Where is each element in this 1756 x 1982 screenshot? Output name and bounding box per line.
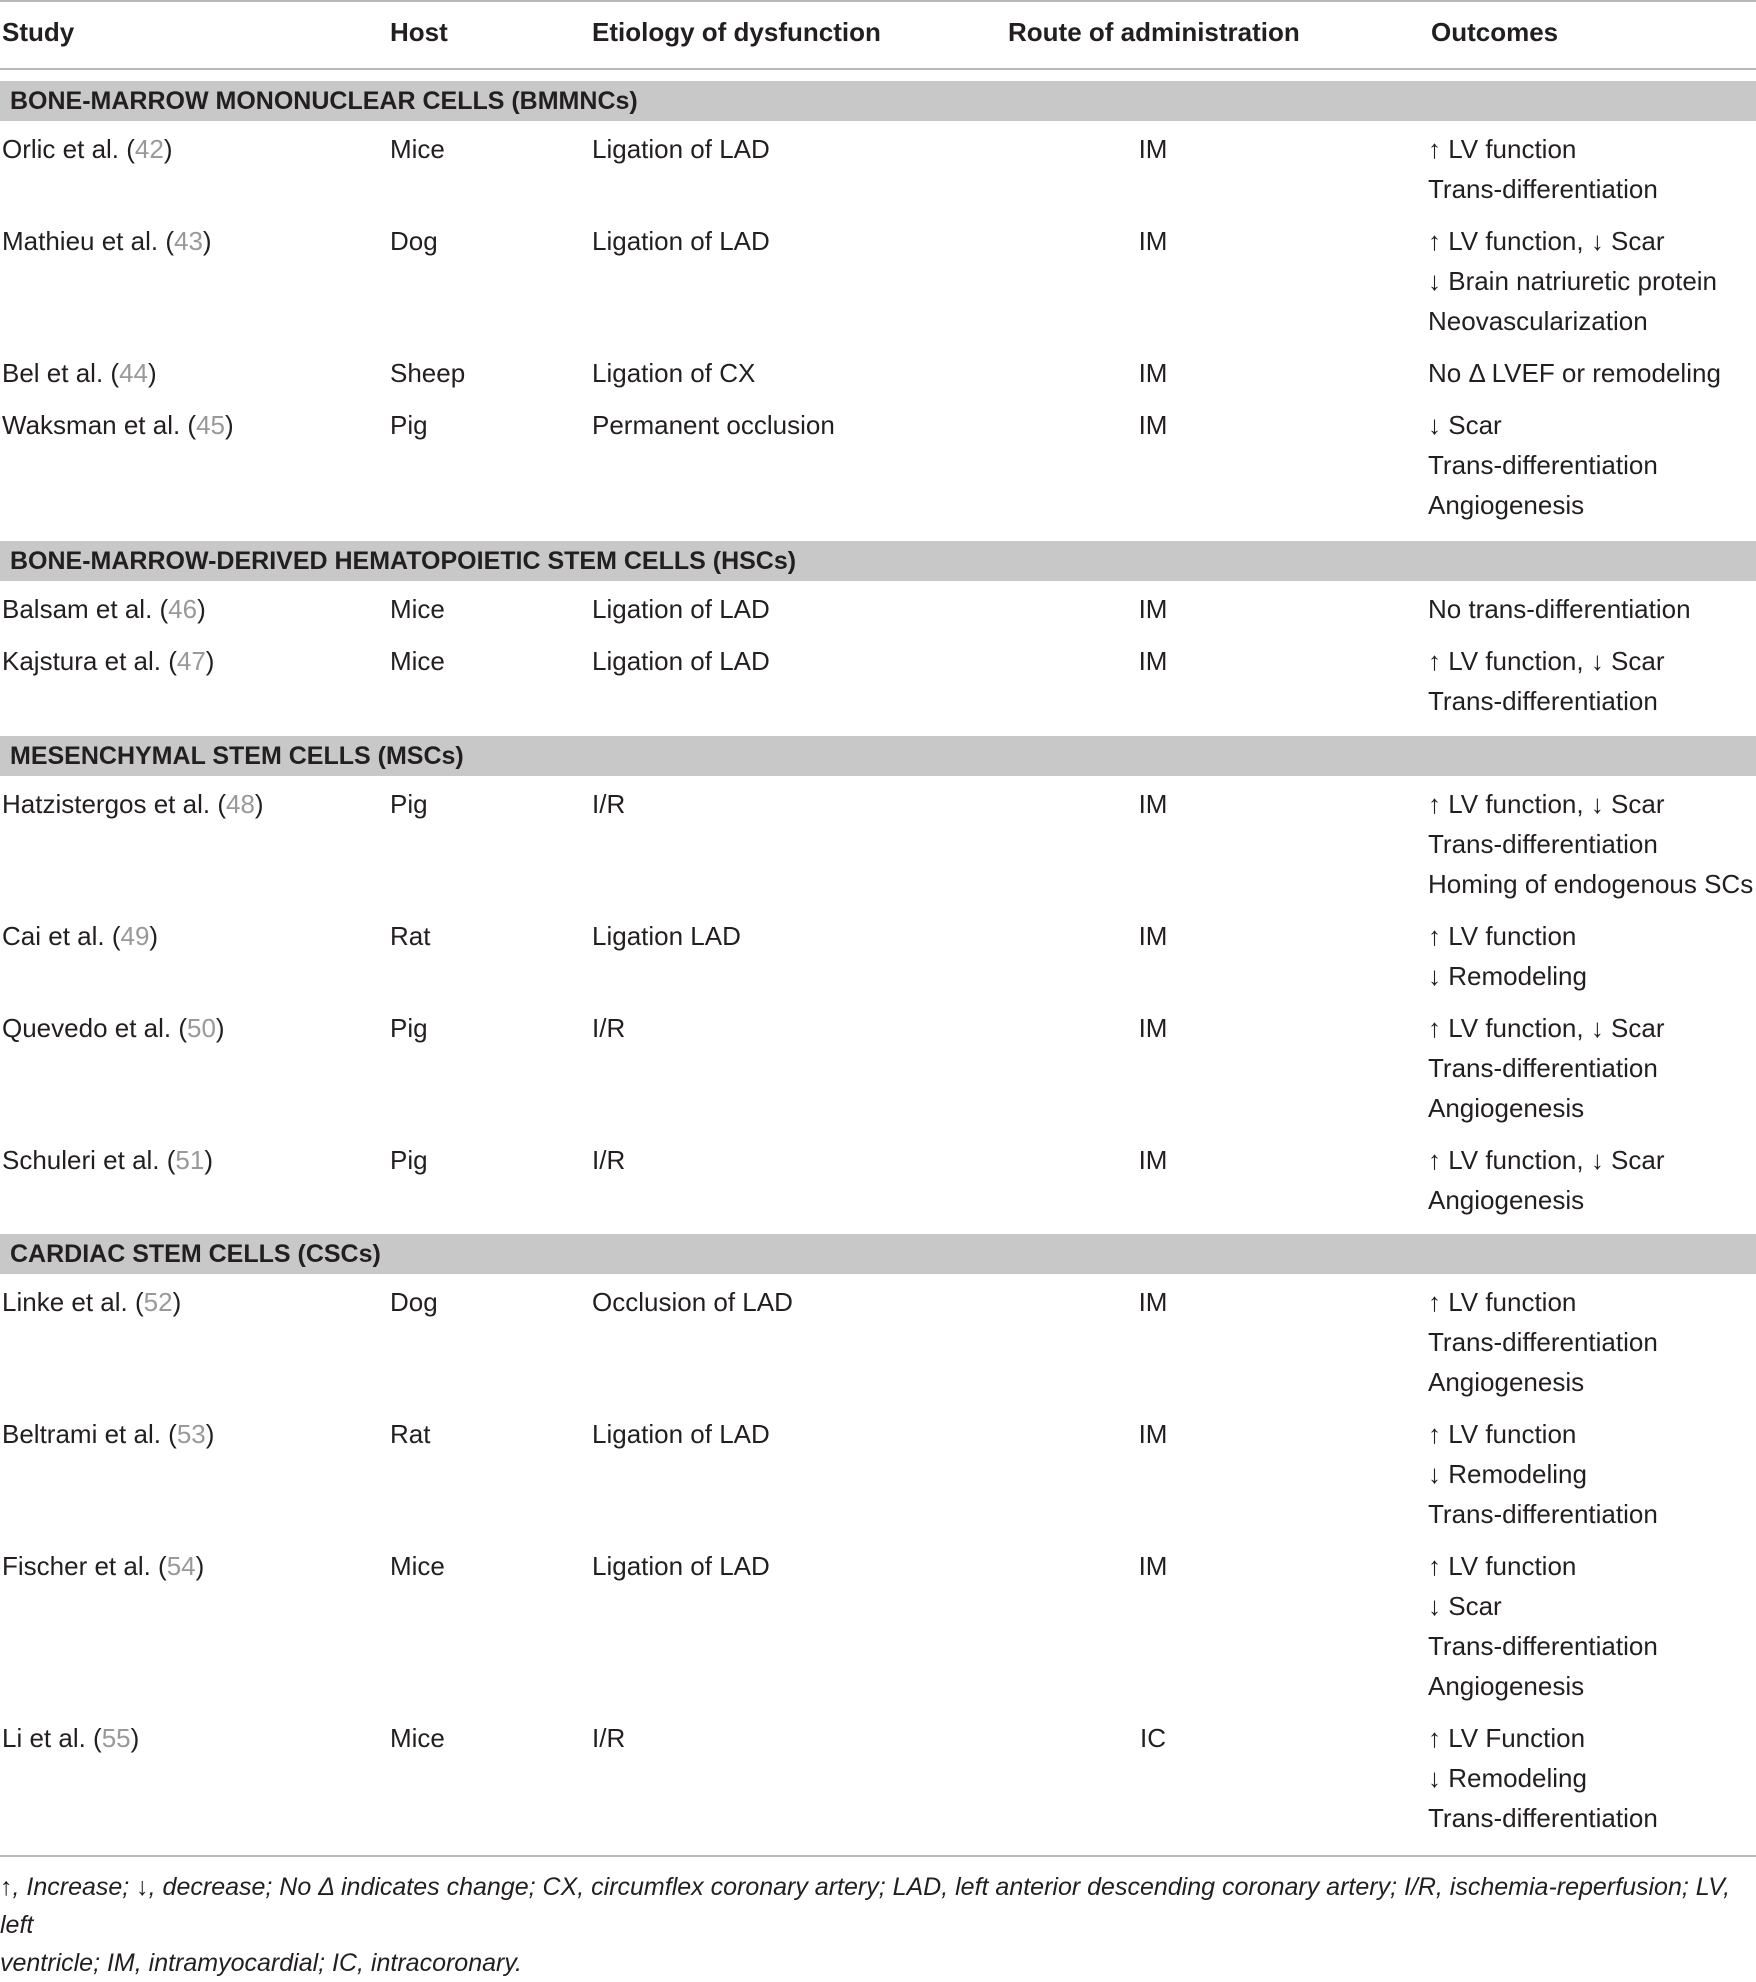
- reference-number: 43: [173, 226, 203, 256]
- route-value: IM: [1138, 358, 1168, 388]
- study-name: Li et al. (: [2, 1723, 102, 1753]
- reference-number: 49: [120, 921, 150, 951]
- study-close-paren: ): [195, 1551, 205, 1581]
- outcome-line: Angiogenesis: [1428, 1671, 1585, 1701]
- study-cell: [2, 221, 212, 261]
- study-name: Bel et al. (: [2, 358, 120, 388]
- section-title: CARDIAC STEM CELLS (CSCs): [10, 1240, 381, 1268]
- outcomes-cell: [1428, 589, 1691, 629]
- study-close-paren: ): [130, 1723, 140, 1753]
- table-footnote: [0, 1868, 1756, 1982]
- host-cell: Pig: [390, 410, 428, 440]
- route-value: IM: [1138, 594, 1168, 624]
- study-close-paren: ): [205, 646, 215, 676]
- reference-number: 50: [187, 1013, 216, 1043]
- outcome-line: No trans-differentiation: [1428, 594, 1691, 624]
- host-cell: Mice: [390, 594, 445, 624]
- study-name: Cai et al. (: [2, 921, 121, 951]
- section-title: BONE-MARROW MONONUCLEAR CELLS (BMMNCs): [10, 87, 638, 115]
- outcome-line: ↓ Scar: [1428, 410, 1502, 440]
- study-cell: [2, 1140, 213, 1180]
- footnote-line: ventricle; IM, intramyocardial; IC, intracoronary.: [0, 1949, 522, 1977]
- etiology-cell: Ligation of LAD: [592, 646, 770, 676]
- outcomes-cell: [1428, 353, 1721, 393]
- study-name: Kajstura et al. (: [2, 646, 177, 676]
- section-title: BONE-MARROW-DERIVED HEMATOPOIETIC STEM CELLS (HSCs): [10, 547, 797, 575]
- outcome-line: Trans-differentiation: [1428, 1053, 1658, 1083]
- study-cell: [2, 784, 264, 824]
- outcomes-cell: [1428, 1282, 1658, 1402]
- host-cell: Dog: [390, 226, 438, 256]
- outcome-line: ↑ LV function: [1428, 1287, 1577, 1317]
- host-cell: Mice: [390, 646, 445, 676]
- reference-number: 54: [166, 1551, 196, 1581]
- study-close-paren: ): [149, 921, 159, 951]
- host-cell: Rat: [390, 921, 431, 951]
- outcome-line: Trans-differentiation: [1428, 1499, 1658, 1529]
- etiology-cell: Ligation of LAD: [592, 134, 770, 164]
- study-name: Quevedo et al. (: [2, 1013, 187, 1043]
- host-cell: Pig: [390, 789, 428, 819]
- etiology-cell: I/R: [592, 1723, 626, 1753]
- outcome-line: ↑ LV Function: [1428, 1723, 1586, 1753]
- header-etiology: Etiology of dysfunction: [592, 17, 881, 47]
- study-close-paren: ): [147, 358, 157, 388]
- study-name: Fischer et al. (: [2, 1551, 167, 1581]
- host-cell: Mice: [390, 1723, 445, 1753]
- outcome-line: ↑ LV function, ↓ Scar: [1428, 1013, 1665, 1043]
- study-close-paren: ): [254, 789, 264, 819]
- study-cell: [2, 129, 173, 169]
- outcome-line: ↑ LV function, ↓ Scar: [1428, 789, 1665, 819]
- etiology-cell: Ligation LAD: [592, 921, 741, 951]
- outcome-line: ↑ LV function: [1428, 1551, 1577, 1581]
- reference-number: 48: [225, 789, 255, 819]
- study-name: Linke et al. (: [2, 1287, 144, 1317]
- reference-number: 52: [143, 1287, 173, 1317]
- host-cell: Mice: [390, 134, 445, 164]
- header-rule: [0, 68, 1756, 70]
- etiology-cell: Ligation of LAD: [592, 1419, 770, 1449]
- route-value: IM: [1138, 1287, 1168, 1317]
- outcome-line: Angiogenesis: [1428, 1093, 1585, 1123]
- study-close-paren: ): [172, 1287, 182, 1317]
- outcomes-cell: [1428, 784, 1753, 904]
- etiology-cell: Ligation of LAD: [592, 226, 770, 256]
- outcome-line: Trans-differentiation: [1428, 1631, 1658, 1661]
- outcome-line: ↓ Remodeling: [1428, 1763, 1587, 1793]
- outcome-line: Trans-differentiation: [1428, 1327, 1658, 1357]
- host-cell: Dog: [390, 1287, 438, 1317]
- section-title: MESENCHYMAL STEM CELLS (MSCs): [10, 742, 464, 770]
- outcome-line: ↓ Remodeling: [1428, 1459, 1587, 1489]
- study-close-paren: ): [205, 1419, 215, 1449]
- host-cell: Pig: [390, 1145, 428, 1175]
- host-cell: Mice: [390, 1551, 445, 1581]
- outcomes-cell: [1428, 1718, 1658, 1838]
- study-close-paren: ): [204, 1145, 213, 1175]
- header-route: Route of administration: [1008, 17, 1300, 47]
- route-value: IM: [1138, 1551, 1168, 1581]
- study-name: Beltrami et al. (: [2, 1419, 177, 1449]
- study-name: Hatzistergos et al. (: [2, 789, 226, 819]
- outcome-line: No Δ LVEF or remodeling: [1428, 358, 1721, 388]
- outcome-line: ↑ LV function: [1428, 921, 1577, 951]
- study-name: Waksman et al. (: [2, 410, 197, 440]
- section-header: [0, 736, 1756, 776]
- study-name: Balsam et al. (: [2, 594, 169, 624]
- table-top-rule: [0, 0, 1756, 2]
- section-header: [0, 1234, 1756, 1274]
- outcome-line: ↑ LV function, ↓ Scar: [1428, 646, 1665, 676]
- section-header: [0, 541, 1756, 581]
- study-close-paren: ): [215, 1013, 225, 1043]
- study-cell: [2, 1718, 139, 1758]
- etiology-cell: I/R: [592, 1145, 626, 1175]
- reference-number: 42: [134, 134, 164, 164]
- route-value: IM: [1138, 226, 1168, 256]
- outcomes-cell: [1428, 1008, 1665, 1128]
- etiology-cell: Ligation of LAD: [592, 594, 770, 624]
- study-cell: [2, 1414, 214, 1454]
- outcome-line: ↑ LV function, ↓ Scar: [1428, 1145, 1665, 1175]
- study-name: Schuleri et al. (: [2, 1145, 176, 1175]
- study-cell: [2, 589, 206, 629]
- study-close-paren: ): [225, 410, 234, 440]
- reference-number: 46: [168, 594, 198, 624]
- etiology-cell: Ligation of CX: [592, 358, 756, 388]
- outcomes-cell: [1428, 405, 1658, 525]
- header-study: Study: [2, 17, 75, 47]
- reference-number: 55: [101, 1723, 131, 1753]
- outcome-line: ↓ Scar: [1428, 1591, 1502, 1621]
- outcome-line: Angiogenesis: [1428, 1367, 1585, 1397]
- route-value: IM: [1138, 646, 1168, 676]
- study-cell: [2, 1546, 204, 1586]
- study-name: Mathieu et al. (: [2, 226, 174, 256]
- outcome-line: Homing of endogenous SCs: [1428, 869, 1754, 899]
- section-header: [0, 81, 1756, 121]
- outcomes-cell: [1428, 1140, 1665, 1220]
- study-cell: [2, 405, 234, 445]
- outcomes-cell: [1428, 221, 1717, 341]
- outcome-line: ↓ Brain natriuretic protein: [1428, 266, 1718, 296]
- route-value: IM: [1138, 1419, 1168, 1449]
- study-close-paren: ): [163, 134, 173, 164]
- study-cell: [2, 916, 158, 956]
- outcomes-cell: [1428, 1414, 1658, 1534]
- outcome-line: Angiogenesis: [1428, 490, 1585, 520]
- study-cell: [2, 353, 157, 393]
- reference-number: 53: [176, 1419, 206, 1449]
- outcomes-cell: [1428, 129, 1658, 209]
- outcome-line: ↑ LV function, ↓ Scar: [1428, 226, 1665, 256]
- route-value: IM: [1138, 1145, 1168, 1175]
- host-cell: Rat: [390, 1419, 431, 1449]
- header-outcomes: Outcomes: [1431, 17, 1559, 47]
- outcomes-cell: [1428, 641, 1665, 721]
- route-value: IM: [1138, 789, 1168, 819]
- outcome-line: Trans-differentiation: [1428, 1803, 1658, 1833]
- host-cell: Pig: [390, 1013, 428, 1043]
- table-bottom-rule: [0, 1855, 1756, 1857]
- study-close-paren: ): [202, 226, 212, 256]
- header-host: Host: [390, 17, 448, 47]
- reference-number: 45: [196, 410, 226, 440]
- study-cell: [2, 1282, 181, 1322]
- route-value: IM: [1138, 134, 1168, 164]
- reference-number: 51: [175, 1145, 205, 1175]
- outcome-line: Trans-differentiation: [1428, 174, 1658, 204]
- etiology-cell: I/R: [592, 1013, 626, 1043]
- study-name: Orlic et al. (: [2, 134, 135, 164]
- route-value: IC: [1140, 1723, 1166, 1753]
- study-cell: [2, 641, 214, 681]
- outcome-line: ↓ Remodeling: [1428, 961, 1587, 991]
- study-close-paren: ): [197, 594, 206, 624]
- outcome-line: Neovascularization: [1428, 306, 1648, 336]
- etiology-cell: Occlusion of LAD: [592, 1287, 793, 1317]
- host-cell: Sheep: [390, 358, 466, 388]
- outcomes-cell: [1428, 1546, 1658, 1706]
- etiology-cell: I/R: [592, 789, 626, 819]
- outcomes-cell: [1428, 916, 1587, 996]
- study-cell: [2, 1008, 225, 1048]
- etiology-cell: Ligation of LAD: [592, 1551, 770, 1581]
- route-value: IM: [1138, 410, 1168, 440]
- route-value: IM: [1138, 1013, 1168, 1043]
- etiology-cell: Permanent occlusion: [592, 410, 835, 440]
- route-value: IM: [1138, 921, 1168, 951]
- outcome-line: Angiogenesis: [1428, 1185, 1585, 1215]
- outcome-line: Trans-differentiation: [1428, 686, 1658, 716]
- outcome-line: ↑ LV function: [1428, 1419, 1577, 1449]
- outcome-line: Trans-differentiation: [1428, 829, 1658, 859]
- outcome-line: Trans-differentiation: [1428, 450, 1658, 480]
- outcome-line: ↑ LV function: [1428, 134, 1577, 164]
- reference-number: 47: [176, 646, 206, 676]
- reference-number: 44: [119, 358, 148, 388]
- footnote-line: ↑, Increase; ↓, decrease; No Δ indicates change; CX, circumflex coronary artery; LAD, left anterior descending coronary artery; I/R, ischemia-reperfusion; LV, left: [0, 1873, 1731, 1939]
